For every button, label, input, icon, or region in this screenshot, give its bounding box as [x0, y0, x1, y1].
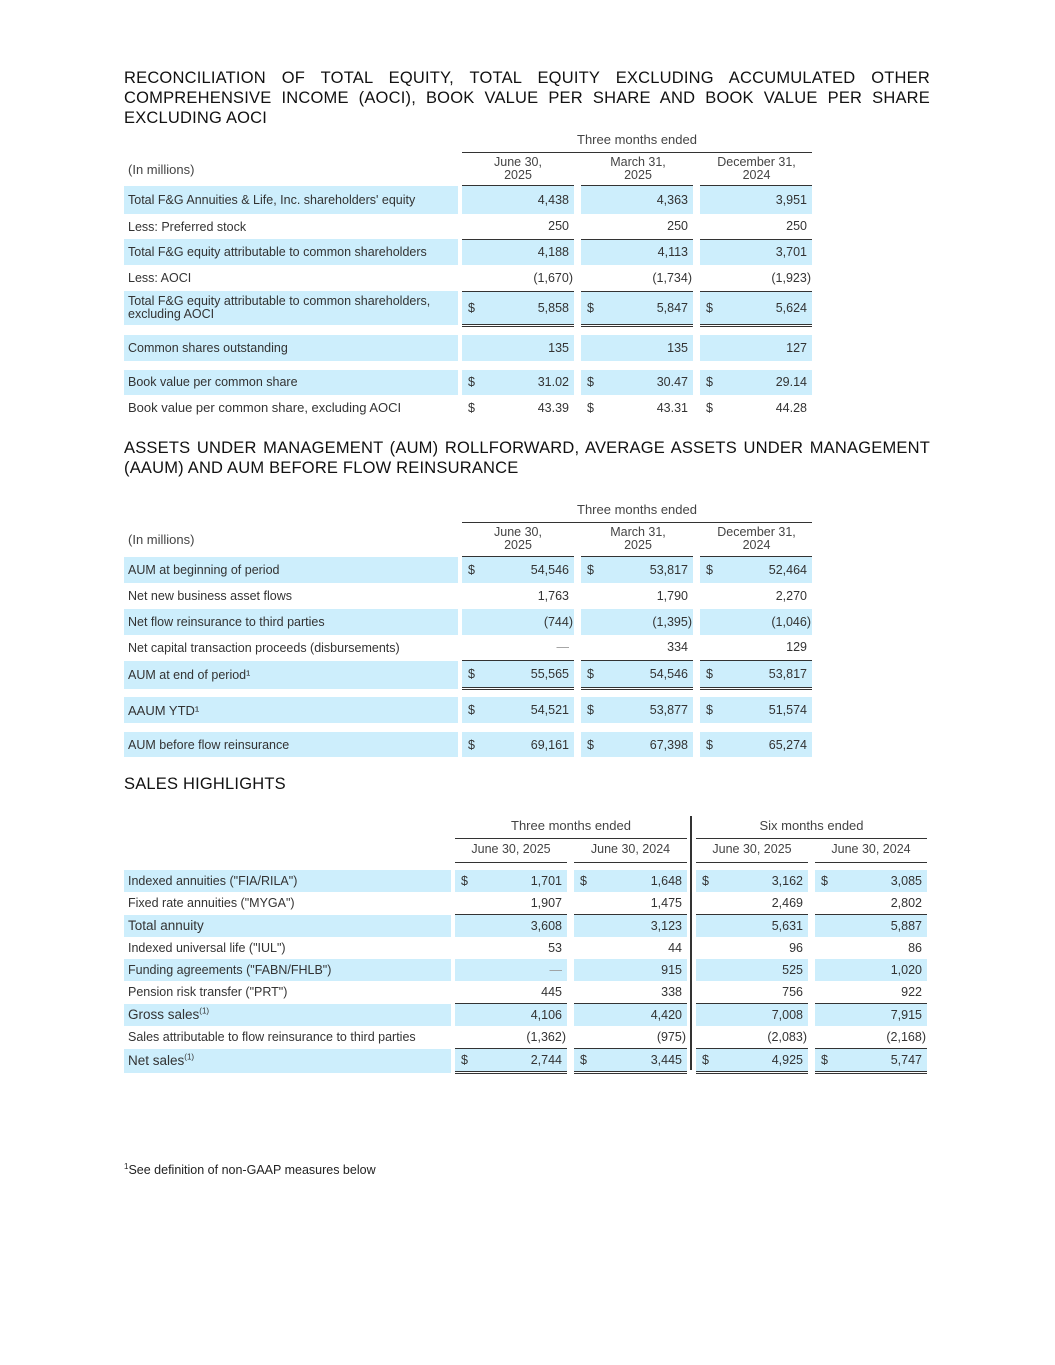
- cell-value: 29.14: [775, 375, 807, 389]
- cell-value: 54,521: [530, 703, 569, 717]
- cell-value: (1,046): [771, 614, 811, 629]
- aum-col-header-2: March 31, 2025: [610, 525, 666, 552]
- table-row: [124, 214, 812, 239]
- sales-col-rule: [815, 862, 927, 863]
- row-label: Common shares outstanding: [124, 335, 458, 361]
- table-row: [124, 937, 927, 959]
- row-label: AAUM YTD¹: [124, 697, 458, 723]
- equity-period-rule: [462, 152, 812, 153]
- cell-value: 1,907: [530, 896, 562, 910]
- sales-col-header-3: June 30, 2025: [712, 842, 792, 856]
- cell-value: (1,670): [533, 270, 573, 285]
- cell-value: (1,395): [652, 614, 692, 629]
- currency-symbol: $: [706, 737, 713, 752]
- row-label: Net new business asset flows: [128, 588, 292, 603]
- currency-symbol: $: [587, 375, 594, 389]
- cell-value: (975): [656, 1030, 686, 1044]
- table-row: [124, 1004, 927, 1027]
- row-label: Book value per common share: [124, 370, 458, 395]
- cell-value: 54,546: [649, 667, 688, 681]
- cell-value: 3,123: [650, 919, 682, 933]
- currency-symbol: $: [706, 562, 713, 577]
- cell-value: 5,887: [890, 919, 922, 933]
- cell-value: (1,734): [652, 270, 692, 285]
- table-row: [124, 609, 812, 635]
- cell-value: 86: [908, 941, 922, 955]
- cell-value: 525: [782, 963, 803, 977]
- table-row: [124, 557, 812, 583]
- currency-symbol: $: [580, 874, 587, 888]
- cell-value: 135: [548, 340, 569, 355]
- cell-value: 5,631: [771, 919, 803, 933]
- table-row: [124, 291, 812, 325]
- table-row: [124, 697, 812, 723]
- table-row: [124, 239, 812, 265]
- currency-symbol: $: [587, 562, 594, 577]
- row-label: Less: Preferred stock: [128, 219, 247, 234]
- currency-symbol: $: [702, 874, 709, 888]
- cell-value: 135: [667, 340, 688, 355]
- sales-six-months-header: Six months ended: [759, 818, 864, 833]
- cell-value: 4,113: [657, 245, 688, 260]
- cell-value: 915: [661, 963, 682, 977]
- cell-value: 5,624: [775, 300, 807, 315]
- cell-value: 53: [548, 941, 562, 955]
- table-row: [124, 635, 812, 661]
- cell-value: 2,469: [771, 896, 803, 910]
- aum-section-title: ASSETS UNDER MANAGEMENT (AUM) ROLLFORWARD, AVERAGE ASSETS UNDER MANAGEMENT (AAUM) AND AUM BEFORE FLOW REINSURANCE: [124, 439, 930, 477]
- sales-section-title: SALES HIGHLIGHTS: [124, 775, 286, 793]
- aum-units-label: (In millions): [128, 532, 195, 547]
- table-row: [124, 661, 812, 689]
- cell-value: 52,464: [768, 562, 807, 577]
- row-label: AUM before flow reinsurance: [124, 732, 458, 757]
- cell-value: 4,438: [537, 193, 569, 207]
- cell-value: 334: [667, 640, 688, 655]
- cell-value: 55,565: [530, 667, 569, 681]
- currency-symbol: $: [821, 874, 828, 888]
- row-label: AUM at beginning of period: [124, 557, 458, 583]
- cell-value: 4,925: [771, 1053, 803, 1067]
- cell-value: 3,701: [775, 245, 807, 260]
- cell-value: 4,363: [656, 193, 688, 207]
- cell-value: 44: [668, 941, 682, 955]
- row-label: Less: AOCI: [128, 271, 192, 285]
- cell-value: 1,475: [650, 896, 682, 910]
- sales-col-header-4: June 30, 2024: [831, 842, 911, 856]
- currency-symbol: $: [468, 400, 475, 415]
- cell-value: 65,274: [768, 737, 807, 752]
- table-row: [124, 870, 927, 892]
- cell-value: 3,085: [890, 874, 922, 888]
- cell-value: (1,362): [526, 1030, 566, 1044]
- cell-value: 44.28: [775, 400, 807, 415]
- row-label: Book value per common share, excluding AOCI: [128, 400, 402, 415]
- currency-symbol: $: [461, 874, 468, 888]
- row-label: Indexed universal life ("IUL"): [128, 941, 286, 955]
- sales-six-months-rule: [696, 838, 927, 839]
- cell-value: 3,445: [650, 1053, 682, 1067]
- currency-symbol: $: [706, 667, 713, 681]
- currency-symbol: $: [587, 737, 594, 752]
- table-row: [124, 395, 812, 421]
- table-row: [124, 1049, 927, 1073]
- sales-three-months-rule: [455, 838, 687, 839]
- table-row: [124, 370, 812, 395]
- cell-value: 4,420: [650, 1008, 682, 1022]
- cell-value: 250: [667, 219, 688, 234]
- sales-col-header-1: June 30, 2025: [471, 842, 551, 856]
- footnote-ref: (1): [199, 1006, 210, 1016]
- cell-value: 3,162: [771, 874, 803, 888]
- cell-value: 53,817: [649, 562, 688, 577]
- currency-symbol: $: [821, 1053, 828, 1067]
- aum-period-header: Three months ended: [577, 502, 697, 517]
- cell-value: 2,744: [530, 1053, 562, 1067]
- cell-value: 7,915: [890, 1008, 922, 1022]
- currency-symbol: $: [706, 375, 713, 389]
- cell-value: 53,877: [649, 703, 688, 717]
- row-label: Indexed annuities ("FIA/RILA"): [124, 870, 451, 892]
- table-row: [124, 583, 812, 609]
- sales-col-header-2: June 30, 2024: [590, 842, 671, 856]
- row-label: Net capital transaction proceeds (disbursements): [128, 640, 400, 655]
- currency-symbol: $: [468, 737, 475, 752]
- cell-value: 67,398: [649, 737, 688, 752]
- cell-value: 250: [548, 219, 569, 234]
- currency-symbol: $: [468, 375, 475, 389]
- aum-period-rule: [462, 522, 812, 523]
- cell-value: 5,747: [890, 1053, 922, 1067]
- sales-col-rule: [455, 862, 567, 863]
- cell-value: 31.02: [537, 375, 569, 389]
- cell-value: 7,008: [771, 1008, 803, 1022]
- equity-col-header-3: December 31, 2024: [717, 155, 796, 182]
- currency-symbol: $: [587, 300, 594, 315]
- footnote: [124, 1163, 376, 1177]
- currency-symbol: $: [702, 1053, 709, 1067]
- row-label: Total F&G Annuities & Life, Inc. shareholders' equity: [124, 186, 458, 215]
- table-row: [124, 1026, 927, 1049]
- cell-value: —: [549, 963, 562, 977]
- cell-value: (2,083): [767, 1030, 807, 1044]
- cell-value: 69,161: [530, 737, 569, 752]
- cell-value: 53,817: [768, 667, 807, 681]
- currency-symbol: $: [587, 400, 594, 415]
- currency-symbol: $: [468, 703, 475, 717]
- cell-value: —: [556, 640, 569, 655]
- table-row: [124, 265, 812, 291]
- row-label: Sales attributable to flow reinsurance to third parties: [128, 1030, 416, 1045]
- equity-table: [124, 185, 812, 421]
- row-label: Total annuity: [124, 915, 451, 938]
- cell-value: 1,648: [650, 874, 682, 888]
- sales-table: [124, 870, 927, 1074]
- cell-value: 922: [901, 985, 922, 999]
- cell-value: (2,168): [886, 1030, 926, 1044]
- equity-col-header-2: March 31, 2025: [610, 155, 666, 182]
- footnote-mark: 1: [124, 1161, 129, 1171]
- cell-value: 127: [786, 340, 807, 355]
- cell-value: 1,763: [537, 588, 569, 603]
- currency-symbol: $: [706, 703, 713, 717]
- cell-value: 4,106: [530, 1008, 562, 1022]
- sales-col-rule: [696, 862, 808, 863]
- table-row: [124, 335, 812, 361]
- cell-value: 1,020: [890, 963, 922, 977]
- aum-col-header-3: December 31, 2024: [717, 525, 796, 552]
- currency-symbol: $: [468, 300, 475, 315]
- row-label: Funding agreements ("FABN/FHLB"): [124, 959, 451, 981]
- aum-table: [124, 556, 812, 757]
- currency-symbol: $: [706, 400, 713, 415]
- cell-value: 2,802: [890, 896, 922, 910]
- row-label: Net sales$^{(1)}$: [124, 1049, 451, 1073]
- cell-value: 250: [786, 219, 807, 234]
- cell-value: 3,951: [775, 193, 807, 207]
- cell-value: 43.31: [656, 400, 688, 415]
- cell-value: 129: [786, 640, 807, 655]
- cell-value: 5,858: [537, 300, 569, 315]
- cell-value: 5,847: [656, 300, 688, 315]
- footnote-ref: (1): [184, 1052, 195, 1062]
- cell-value: 445: [541, 985, 562, 999]
- cell-value: 51,574: [768, 703, 807, 717]
- row-label: Gross sales$^{(1)}$: [124, 1004, 451, 1027]
- equity-period-header: Three months ended: [577, 132, 697, 147]
- cell-value: 96: [789, 941, 803, 955]
- equity-units-label: (In millions): [128, 162, 195, 177]
- cell-value: 338: [661, 985, 682, 999]
- cell-value: 1,701: [530, 874, 562, 888]
- table-row: [124, 981, 927, 1004]
- currency-symbol: $: [468, 667, 475, 681]
- row-label: Pension risk transfer ("PRT"): [128, 985, 288, 1000]
- cell-value: 3,608: [530, 919, 562, 933]
- currency-symbol: $: [587, 667, 594, 681]
- table-row: [124, 732, 812, 757]
- cell-value: 43.39: [537, 400, 569, 415]
- sales-col-rule: [574, 862, 687, 863]
- equity-col-header-1: June 30, 2025: [494, 155, 542, 182]
- cell-value: 54,546: [530, 562, 569, 577]
- table-row: [124, 186, 812, 215]
- cell-value: 30.47: [656, 375, 688, 389]
- sales-three-months-header: Three months ended: [511, 818, 631, 833]
- cell-value: (1,923): [771, 270, 811, 285]
- cell-value: 1,790: [656, 588, 688, 603]
- cell-value: 4,188: [537, 245, 569, 260]
- cell-value: (744): [543, 614, 573, 629]
- cell-value: 756: [782, 985, 803, 999]
- equity-section-title: RECONCILIATION OF TOTAL EQUITY, TOTAL EQUITY EXCLUDING ACCUMULATED OTHER COMPREHENSIVE INCOME (AOCI), BOOK VALUE PER SHARE AND BOOK VALUE PER SHARE EXCLUDING AOCI: [124, 69, 930, 127]
- currency-symbol: $: [706, 300, 713, 315]
- row-label: Total F&G equity attributable to common shareholders, excluding AOCI: [124, 291, 458, 325]
- table-row: [124, 915, 927, 938]
- row-label: Fixed rate annuities ("MYGA"): [128, 896, 295, 911]
- row-label: Net flow reinsurance to third parties: [124, 609, 458, 635]
- currency-symbol: $: [461, 1053, 468, 1067]
- currency-symbol: $: [587, 703, 594, 717]
- cell-value: 2,270: [775, 588, 807, 603]
- row-label: AUM at end of period¹: [124, 661, 458, 689]
- row-label: Total F&G equity attributable to common shareholders: [124, 239, 458, 265]
- aum-col-header-1: June 30, 2025: [494, 525, 542, 552]
- currency-symbol: $: [580, 1053, 587, 1067]
- table-row: [124, 892, 927, 915]
- currency-symbol: $: [468, 562, 475, 577]
- table-row: [124, 959, 927, 981]
- footnote-text: See definition of non-GAAP measures below: [128, 1163, 376, 1177]
